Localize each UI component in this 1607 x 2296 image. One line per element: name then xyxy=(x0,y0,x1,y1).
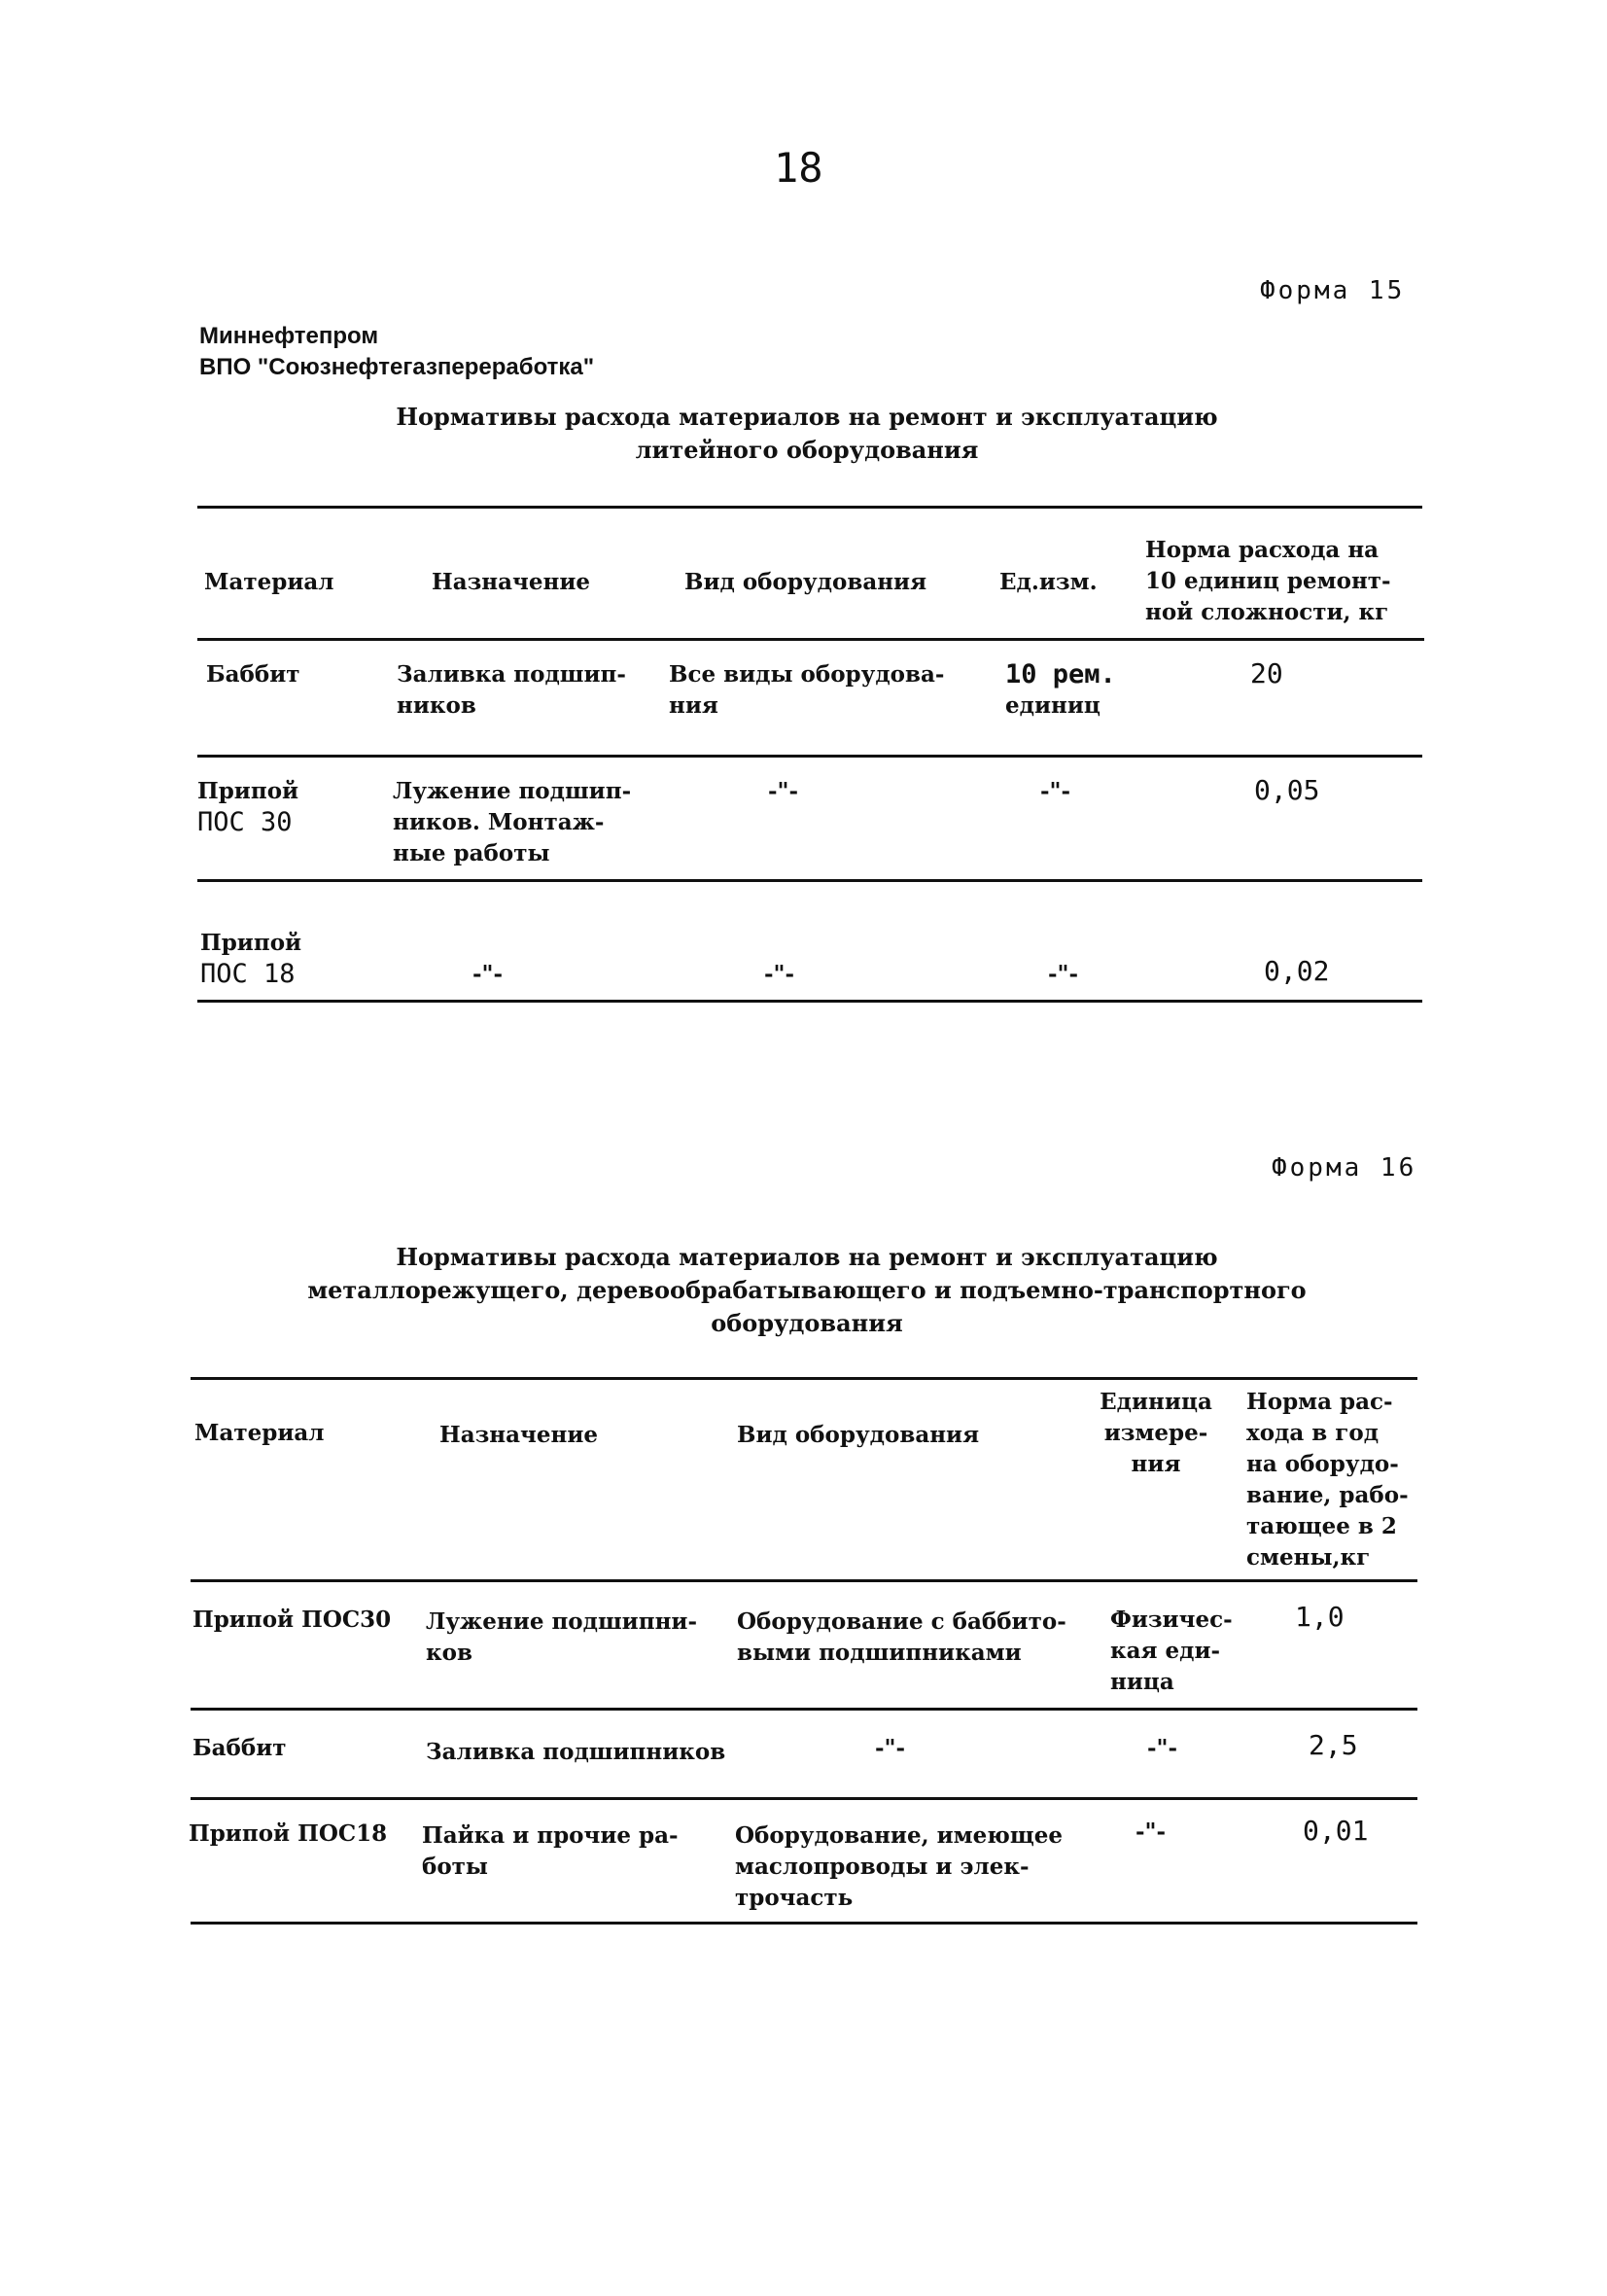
form15-header-equipment: Вид оборудования xyxy=(684,569,927,595)
org-ministry: Миннефтепром xyxy=(199,323,379,349)
form15-row2-purpose-line1: Лужение подшип- xyxy=(393,778,632,804)
form16-row1-equipment xyxy=(737,1607,1066,1669)
form16-row2-equipment: -"- xyxy=(875,1735,906,1761)
form15-row1-unit-line2: единиц xyxy=(1005,692,1100,719)
org-vpo: ВПО "Союзнефтегазпереработка" xyxy=(199,354,595,380)
form15-row1-material: Баббит xyxy=(206,661,300,688)
form16-row1-unit-line2: кая еди- xyxy=(1110,1638,1221,1664)
form16-header-norm-line5: тающее в 2 xyxy=(1246,1513,1397,1539)
form16-row3-equipment xyxy=(735,1820,1063,1914)
form16-row3-material: Припой ПОС18 xyxy=(189,1820,388,1847)
form15-row1-unit xyxy=(1005,659,1116,722)
form15-row1-unit-line1: 10 рем. xyxy=(1005,659,1116,689)
form16-row1-equipment-line1: Оборудование с баббито- xyxy=(737,1608,1066,1635)
form15-row1-purpose xyxy=(397,659,626,722)
form15-row3-material xyxy=(200,928,301,990)
form15-row2-rule xyxy=(197,879,1422,882)
form15-row2-purpose-line3: ные работы xyxy=(393,840,550,866)
form15-row2-unit: -"- xyxy=(1040,778,1071,804)
form16-row1-unit-line3: ница xyxy=(1110,1669,1174,1695)
form16-row1-norm: 1,0 xyxy=(1295,1601,1345,1633)
form15-row1-equipment-line1: Все виды оборудова- xyxy=(669,661,945,688)
form15-row3-unit: -"- xyxy=(1048,961,1079,987)
form15-header-rule xyxy=(197,638,1424,641)
form16-row2-unit: -"- xyxy=(1147,1735,1178,1761)
form16-header-unit xyxy=(1093,1387,1219,1480)
form16-bottom-rule xyxy=(191,1922,1417,1925)
form16-header-unit-line3: ния xyxy=(1131,1451,1181,1477)
form16-header-unit-line1: Единица xyxy=(1100,1389,1212,1415)
form16-top-rule xyxy=(191,1377,1417,1380)
form15-title xyxy=(292,401,1322,467)
form15-header-purpose: Назначение xyxy=(432,569,591,595)
form15-bottom-rule xyxy=(197,1000,1422,1003)
page-number: 18 xyxy=(774,144,823,192)
form16-row1-rule xyxy=(191,1708,1417,1711)
form16-row1-unit xyxy=(1110,1605,1233,1698)
form16-title-line3: оборудования xyxy=(711,1309,903,1337)
form16-row3-purpose-line1: Пайка и прочие ра- xyxy=(422,1822,679,1849)
form16-title-line1: Нормативы расхода материалов на ремонт и эксплуатацию xyxy=(396,1243,1218,1271)
form16-row2-material: Баббит xyxy=(192,1735,287,1761)
form15-row3-norm: 0,02 xyxy=(1264,955,1330,987)
form16-row1-purpose xyxy=(426,1607,697,1669)
form16-header-norm-line6: смены,кг xyxy=(1246,1544,1371,1571)
form15-row2-material-line1: Припой xyxy=(197,778,299,804)
form16-row3-equipment-line2: маслопроводы и элек- xyxy=(735,1854,1030,1880)
form16-header-norm-line3: на оборудо- xyxy=(1246,1451,1399,1477)
form16-row2-norm: 2,5 xyxy=(1309,1729,1358,1761)
form15-row3-equipment: -"- xyxy=(764,961,795,987)
form15-row2-material xyxy=(197,776,298,838)
form15-row2-equipment: -"- xyxy=(768,778,799,804)
form16-row1-purpose-line1: Лужение подшипни- xyxy=(426,1608,698,1635)
form16-row3-unit: -"- xyxy=(1135,1819,1167,1845)
form16-row3-equipment-line1: Оборудование, имеющее xyxy=(735,1822,1064,1849)
form15-top-rule xyxy=(197,506,1422,509)
form16-row1-unit-line1: Физичес- xyxy=(1110,1607,1233,1633)
form16-row2-rule xyxy=(191,1797,1417,1800)
form16-title-line2: металлорежущего, деревообрабатывающего и подъемно-транспортного xyxy=(307,1276,1307,1304)
form15-header-norm-line1: Норма расхода на xyxy=(1145,537,1380,563)
form15-row2-purpose-line2: ников. Монтаж- xyxy=(393,809,605,835)
form15-row1-purpose-line1: Заливка подшип- xyxy=(397,661,626,688)
form15-row1-rule xyxy=(197,755,1422,758)
form15-header-norm-line3: ной сложности, кг xyxy=(1145,599,1389,625)
form16-title xyxy=(194,1241,1419,1340)
form15-row1-equipment-line2: ния xyxy=(669,692,718,719)
form15-header-norm xyxy=(1145,535,1391,628)
form16-header-norm-line2: хода в год xyxy=(1246,1420,1380,1446)
form16-row1-material: Припой ПОС30 xyxy=(192,1607,392,1633)
form16-row3-norm: 0,01 xyxy=(1303,1815,1369,1847)
form16-header-norm-line1: Норма рас- xyxy=(1246,1389,1393,1415)
form16-header-equipment: Вид оборудования xyxy=(737,1422,980,1448)
form16-row3-purpose xyxy=(422,1820,679,1883)
form15-row3-material-line2: ПОС 18 xyxy=(200,959,296,989)
form16-row1-equipment-line2: выми подшипниками xyxy=(737,1640,1022,1666)
form15-header-material: Материал xyxy=(204,569,334,595)
form15-row1-equipment xyxy=(669,659,944,722)
form15-row2-purpose xyxy=(393,776,631,869)
form16-row3-purpose-line2: боты xyxy=(422,1854,488,1880)
form16-label: Форма 16 xyxy=(1272,1153,1417,1183)
form16-header-unit-line2: измере- xyxy=(1103,1420,1208,1446)
form15-label: Форма 15 xyxy=(1260,276,1406,305)
form16-row2-purpose: Заливка подшипников xyxy=(426,1739,726,1765)
form15-row3-material-line1: Припой xyxy=(200,930,302,956)
form16-header-purpose: Назначение xyxy=(439,1422,599,1448)
form15-header-unit: Ед.изм. xyxy=(999,569,1098,595)
form15-header-norm-line2: 10 единиц ремонт- xyxy=(1145,568,1391,594)
form16-row1-purpose-line2: ков xyxy=(426,1640,472,1666)
form16-header-norm xyxy=(1246,1387,1409,1573)
form15-row3-purpose: -"- xyxy=(472,961,504,987)
form16-row3-equipment-line3: трочасть xyxy=(735,1885,854,1911)
form16-header-rule xyxy=(191,1579,1417,1582)
form15-title-line2: литейного оборудования xyxy=(635,436,979,464)
form16-header-norm-line4: вание, рабо- xyxy=(1246,1482,1409,1508)
form15-row1-purpose-line2: ников xyxy=(397,692,476,719)
form15-row2-material-line2: ПОС 30 xyxy=(197,807,293,837)
form16-header-material: Материал xyxy=(194,1420,325,1446)
form15-title-line1: Нормативы расхода материалов на ремонт и эксплуатацию xyxy=(396,403,1218,431)
form15-row2-norm: 0,05 xyxy=(1254,774,1320,806)
form15-row1-norm: 20 xyxy=(1250,657,1283,689)
